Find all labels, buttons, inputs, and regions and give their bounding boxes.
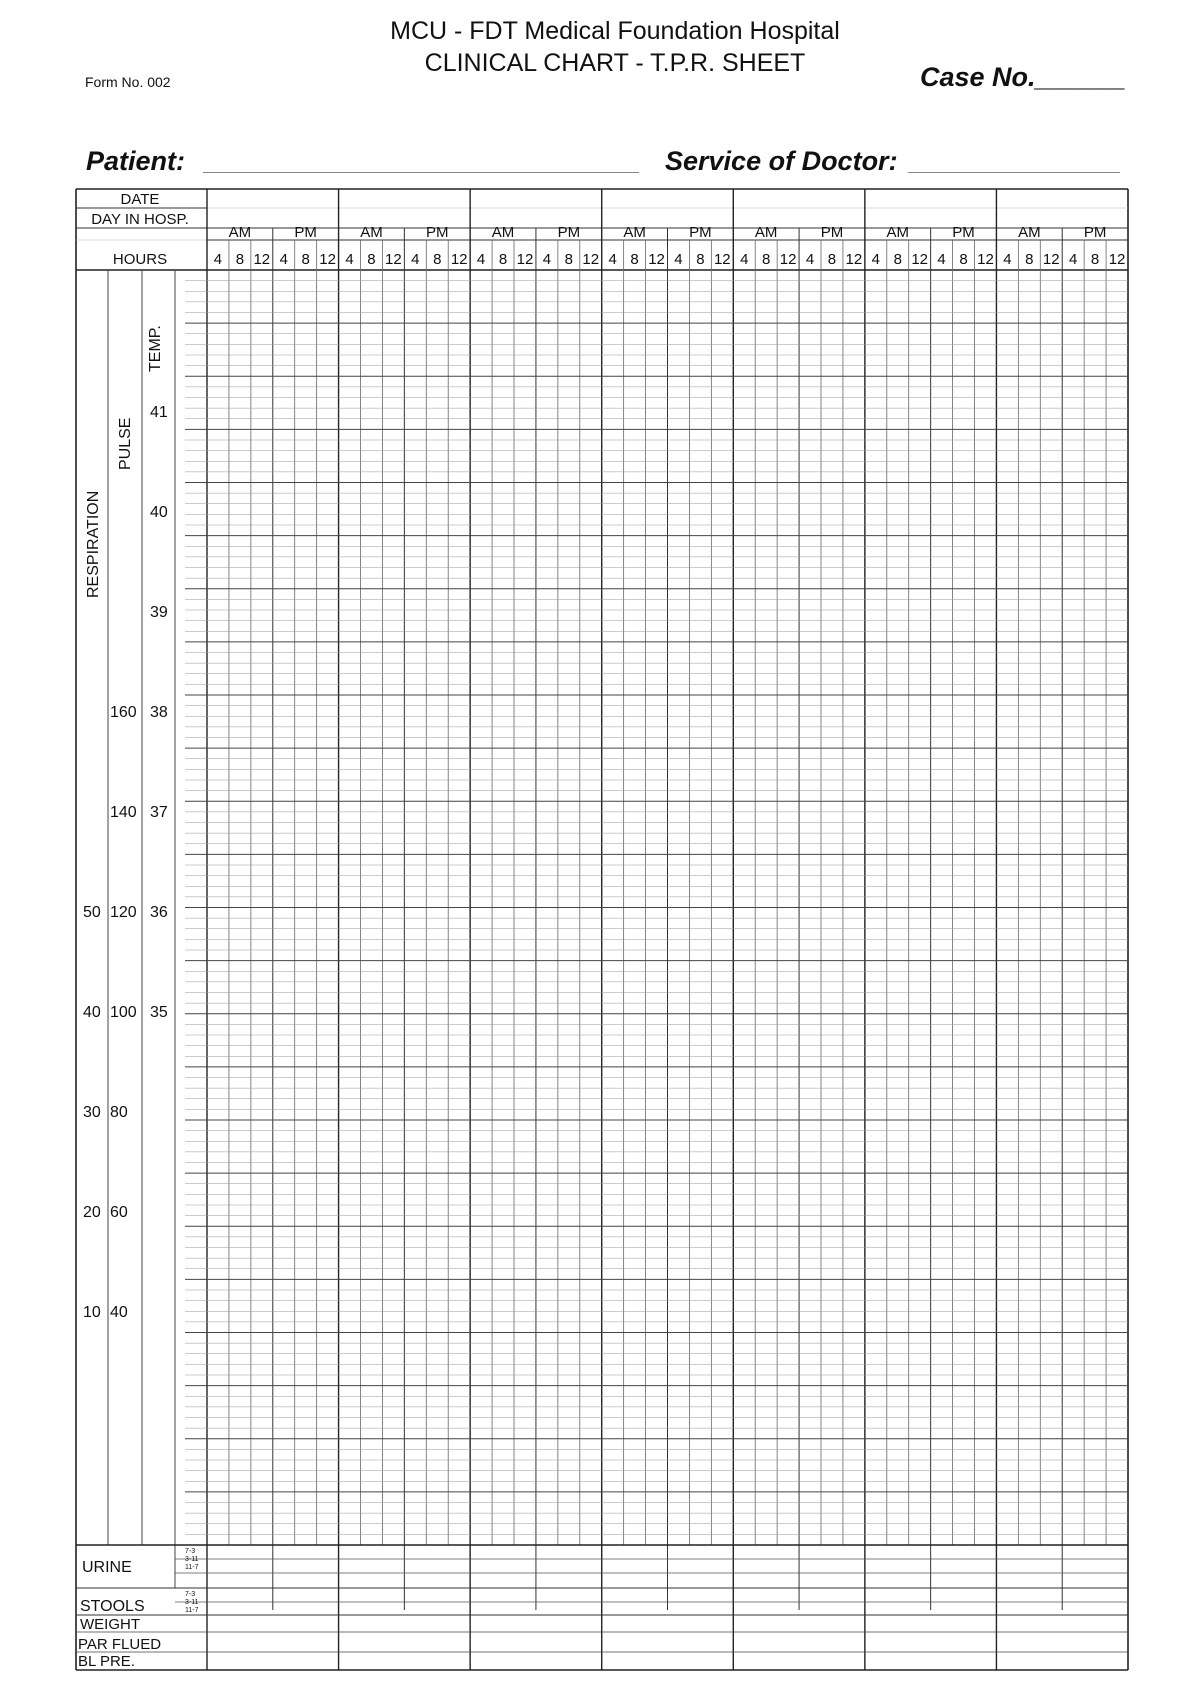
hour-label: 8 (893, 251, 902, 268)
hour-label: 4 (740, 251, 749, 268)
hour-label: 4 (1069, 251, 1078, 268)
par-flued-label: PAR FLUED (78, 1636, 162, 1653)
am-label: AM (491, 224, 515, 241)
hour-label: 4 (345, 251, 354, 268)
hour-label: 4 (608, 251, 617, 268)
pulse-scale-label: 160 (110, 704, 137, 721)
hour-label: 12 (319, 251, 336, 268)
am-label: AM (1018, 224, 1041, 241)
pulse-scale-label: 140 (110, 804, 137, 821)
hour-label: 4 (937, 251, 946, 268)
chart-title: CLINICAL CHART - T.P.R. SHEET (424, 49, 806, 77)
shift-label: 3-11 (185, 1556, 199, 1563)
am-label: AM (886, 224, 909, 241)
hour-label: 8 (301, 251, 310, 268)
temp-scale-label: 38 (150, 704, 168, 721)
pm-label: PM (557, 224, 581, 241)
bl-pre-label: BL PRE. (78, 1653, 135, 1670)
pulse-scale-label: 80 (110, 1104, 128, 1121)
hour-label: 12 (648, 251, 665, 268)
hour-label: 4 (542, 251, 552, 268)
hour-label: 8 (630, 251, 639, 268)
pulse-scale-label: 40 (110, 1304, 128, 1321)
pm-label: PM (1083, 224, 1107, 241)
hour-label: 12 (911, 251, 929, 268)
hour-label: 4 (411, 251, 420, 268)
hour-label: 8 (959, 251, 968, 268)
respiration-scale-label: 40 (83, 1004, 101, 1021)
pm-label: PM (820, 224, 844, 241)
hour-label: 12 (516, 251, 534, 268)
hour-label: 12 (845, 251, 863, 268)
form-number: Form No. 002 (85, 74, 171, 90)
respiration-scale-label: 30 (83, 1104, 101, 1121)
hour-label: 4 (871, 251, 880, 268)
weight-label: WEIGHT (80, 1616, 140, 1633)
respiration-scale-label: 10 (83, 1304, 101, 1321)
hour-label: 12 (253, 251, 271, 268)
am-label: AM (754, 224, 778, 241)
hour-label: 4 (476, 251, 486, 268)
hour-label: 12 (713, 251, 731, 268)
shift-label: 3-11 (185, 1599, 199, 1606)
hour-label: 8 (564, 251, 573, 268)
shift-label: 7-3 (185, 1591, 196, 1598)
day-in-hosp-row-label: DAY IN HOSP. (91, 211, 189, 228)
am-label: AM (623, 224, 646, 241)
case-number-field[interactable]: Case No.______ (920, 62, 1126, 92)
hour-label: 8 (1025, 251, 1034, 268)
hour-label: 8 (1090, 251, 1100, 268)
pulse-axis-label: PULSE (117, 417, 134, 470)
pm-label: PM (426, 224, 449, 241)
respiration-axis-label: RESPIRATION (85, 490, 102, 598)
pulse-scale-label: 120 (110, 904, 137, 921)
date-row-label: DATE (120, 191, 160, 208)
hospital-name: MCU - FDT Medical Foundation Hospital (390, 17, 840, 45)
hour-label: 4 (279, 251, 288, 268)
hour-label: 4 (805, 251, 815, 268)
hour-label: 4 (1003, 251, 1012, 268)
hour-label: 4 (213, 251, 223, 268)
hour-label: 8 (498, 251, 508, 268)
temp-scale-label: 37 (150, 804, 168, 821)
hour-label: 12 (582, 251, 600, 268)
hour-label: 8 (433, 251, 442, 268)
respiration-scale-label: 50 (83, 904, 101, 921)
urine-label: URINE (82, 1559, 132, 1576)
hour-label: 12 (1042, 251, 1060, 268)
am-label: AM (360, 224, 383, 241)
am-label: AM (228, 224, 252, 241)
temp-scale-label: 39 (150, 604, 168, 621)
hours-row-label: HOURS (112, 251, 168, 268)
hour-label: 12 (977, 251, 994, 268)
pulse-scale-label: 100 (110, 1004, 137, 1021)
doctor-label: Service of Doctor: (665, 146, 898, 176)
hour-label: 4 (674, 251, 683, 268)
hour-label: 8 (367, 251, 376, 268)
shift-label: 11-7 (185, 1564, 199, 1571)
hour-label: 8 (827, 251, 837, 268)
hour-label: 8 (696, 251, 705, 268)
hour-label: 12 (779, 251, 797, 268)
hour-label: 12 (385, 251, 402, 268)
pulse-scale-label: 60 (110, 1204, 128, 1221)
pm-label: PM (294, 224, 317, 241)
hour-label: 12 (450, 251, 468, 268)
pm-label: PM (689, 224, 712, 241)
temp-scale-label: 36 (150, 904, 168, 921)
temp-scale-label: 35 (150, 1004, 168, 1021)
hour-label: 12 (1108, 251, 1126, 268)
pm-label: PM (952, 224, 975, 241)
shift-label: 11-7 (185, 1607, 199, 1614)
respiration-scale-label: 20 (83, 1204, 101, 1221)
hour-label: 8 (762, 251, 771, 268)
hour-label: 8 (235, 251, 245, 268)
patient-label: Patient: (86, 146, 186, 176)
shift-label: 7-3 (185, 1548, 196, 1555)
temp-axis-label: TEMP. (147, 325, 164, 372)
stools-label: STOOLS (80, 1598, 145, 1615)
temp-scale-label: 40 (150, 504, 168, 521)
temp-scale-label: 41 (150, 404, 168, 421)
